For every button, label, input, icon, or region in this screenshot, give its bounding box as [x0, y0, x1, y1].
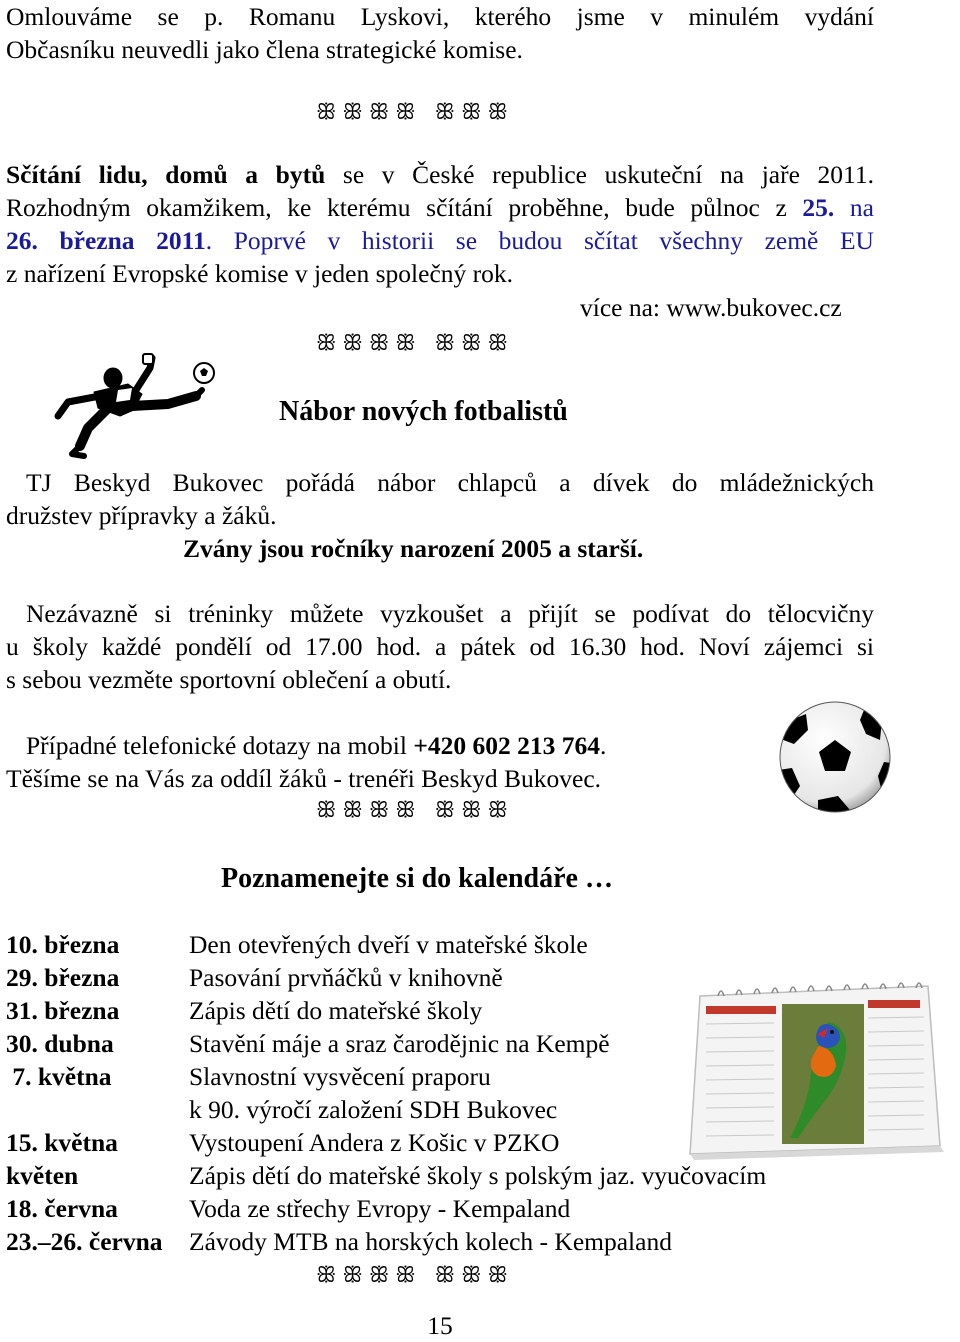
football-p3-line-2: Těšíme se na Vás za oddíl žáků - trenéři Beskyd Bukovec. [6, 764, 602, 793]
football-p2-line-2: u školy každé pondělí od 17.00 hod. a pátek od 16.30 hod. Noví zájemci si [6, 632, 874, 661]
football-paragraph-3 [6, 729, 606, 795]
event-text: Pasování prvňáčků v knihovně [189, 963, 503, 992]
football-p3-line-1 [6, 729, 606, 762]
soccer-ball-image [778, 700, 892, 814]
event-text: Den otevřených dveří v mateřské škole [189, 930, 588, 959]
football-p2-line-1: Nezávazně si tréninky můžete vyzkoušet a přijít se podívat do tělocvičny [26, 599, 874, 628]
ornament-divider-4: ꕥꕥꕥꕥ ꕥꕥꕥ [316, 1263, 514, 1288]
census-date-start: 25. [802, 193, 835, 222]
football-p1-line-1: TJ Beskyd Bukovec pořádá nábor chlapců a dívek do mládežnických [26, 468, 874, 497]
event-text: Stavění máje a sraz čarodějnic na Kempě [189, 1029, 610, 1058]
event-text: Zápis dětí do mateřské školy [189, 996, 483, 1025]
phone-period: . [600, 731, 607, 760]
ornament-divider-3: ꕥꕥꕥꕥ ꕥꕥꕥ [316, 798, 514, 823]
event-date: 18. června [6, 1194, 118, 1223]
football-p2-line-3: s sebou vezměte sportovní oblečení a obutí. [6, 665, 452, 694]
footballer-illustration [46, 350, 226, 460]
football-p1-line-2: družstev přípravky a žáků. [6, 501, 277, 530]
census-heading: Sčítání lidu, domů a bytů [6, 160, 326, 189]
census-paragraph [6, 158, 874, 290]
ornament-divider-2: ꕥꕥꕥꕥ ꕥꕥꕥ [316, 331, 514, 356]
football-invite: Zvány jsou ročníky narození 2005 a starší. [183, 534, 644, 563]
football-paragraph-2 [6, 597, 874, 696]
football-title: Nábor nových fotbalistů [279, 396, 568, 427]
event-date: 23.–26. června [6, 1227, 163, 1256]
event-text: Závody MTB na horských kolech - Kempaland [189, 1227, 672, 1256]
event-date: 30. dubna [6, 1029, 114, 1058]
census-more-link[interactable]: více na: www.bukovec.cz [580, 293, 842, 322]
event-date: 10. března [6, 930, 120, 959]
event-date: 29. března [6, 963, 120, 992]
census-line-1-text: se v České republice uskuteční na jaře 2011. [325, 160, 874, 189]
census-line-2 [6, 191, 874, 224]
census-line-1 [6, 158, 874, 191]
event-date: 31. března [6, 996, 120, 1025]
census-line-3 [6, 224, 874, 257]
event-text: k 90. výročí založení SDH Bukovec [189, 1095, 558, 1124]
census-line-4: z nařízení Evropské komise v jeden společný rok. [6, 259, 514, 288]
apology-line-1: Omlouváme se p. Romanu Lyskovi, kterého jsme v minulém vydání [6, 2, 874, 31]
page-number: 15 [427, 1311, 453, 1340]
census-na: na [834, 193, 874, 222]
football-paragraph-1 [6, 466, 874, 532]
event-text: Slavnostní vysvěcení praporu [189, 1062, 491, 1091]
event-date: 15. května [6, 1128, 118, 1157]
apology-paragraph [6, 0, 874, 66]
census-date: 26. března 2011 [6, 226, 206, 255]
event-text: Voda ze střechy Evropy - Kempaland [189, 1194, 571, 1223]
phone-number: +420 602 213 764 [413, 731, 600, 760]
ornament-divider-1: ꕥꕥꕥꕥ ꕥꕥꕥ [316, 100, 514, 125]
census-line-2-text: Rozhodným okamžikem, ke kterému sčítání proběhne, bude půlnoc z [6, 193, 803, 222]
calendar-title: Poznamenejte si do kalendáře … [221, 863, 613, 894]
event-text: Vystoupení Andera z Košic v PZKO [189, 1128, 560, 1157]
desk-calendar-image [678, 966, 948, 1162]
event-date: květen [6, 1161, 79, 1190]
census-line-3-text: . Poprvé v historii se budou sčítat všechny země EU [205, 226, 874, 255]
apology-line-2: Občasníku neuvedli jako člena strategické komise. [6, 35, 523, 64]
phone-label: Případné telefonické dotazy na mobil [26, 731, 414, 760]
event-date: 7. května [6, 1062, 112, 1091]
event-text: Zápis dětí do mateřské školy s polským jaz. vyučovacím [189, 1161, 767, 1190]
